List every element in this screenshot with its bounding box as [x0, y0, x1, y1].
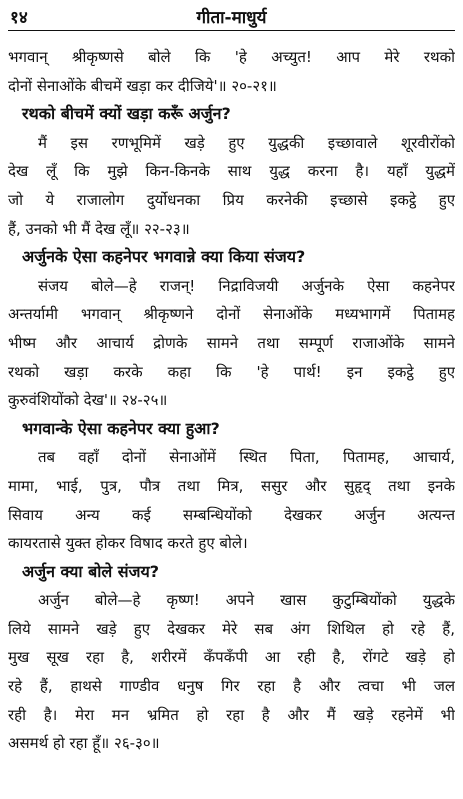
text-line: अर्जुन बोले—हे कृष्ण! अपने खास कुटुम्बियोंको युद्धके	[38, 591, 455, 610]
page-header	[8, 0, 455, 31]
text-line: कायरतासे युक्त होकर विषाद करते हुए बोले।	[8, 534, 248, 553]
text-line: दोनों सेनाओंके बीचमें खड़ा कर दीजिये'॥ २०-२१॥	[8, 76, 277, 95]
text-line: तब वहाँ दोनों सेनाओंमें स्थित पिता, पितामह, आचार्य,	[38, 448, 455, 467]
text-line: लिये सामने खड़े हुए देखकर मेरे सब अंग शिथिल हो रहे हैं,	[8, 619, 455, 638]
text-line: रही है। मेरा मन भ्रमित हो रहा है और मैं खड़े रहनेमें भी	[8, 705, 455, 724]
question-heading: रथको बीचमें क्यों खड़ा करूँ अर्जुन?	[22, 104, 231, 124]
text-line: मैं इस रणभूमिमें खड़े हुए युद्धकी इच्छावाले शूरवीरोंको	[38, 133, 455, 152]
running-title: गीता-माधुर्य	[196, 8, 267, 28]
text-line: अन्तर्यामी भगवान् श्रीकृष्णने दोनों सेनाओंके मध्यभागमें पितामह	[8, 305, 455, 324]
text-line: भगवान् श्रीकृष्णसे बोले कि 'हे अच्युत! आप मेरे रथको	[8, 48, 455, 66]
text-line: सिवाय अन्य कई सम्बन्धियोंको देखकर अर्जुन अत्यन्त	[8, 505, 455, 524]
text-line: संजय बोले—हे राजन्! निद्राविजयी अर्जुनके ऐसा कहनेपर	[38, 276, 455, 295]
question-heading: अर्जुन क्या बोले संजय?	[22, 561, 160, 581]
text-line: रहे हैं, हाथसे गाण्डीव धनुष गिर रहा है और त्वचा भी जल	[8, 677, 455, 696]
text-line: मामा, भाई, पुत्र, पौत्र तथा मित्र, ससुर और सुहृद् तथा इनके	[8, 476, 455, 495]
text-line: भीष्म और आचार्य द्रोणके सामने तथा सम्पूर्ण राजाओंके सामने	[8, 333, 455, 352]
text-line: मुख सूख रहा है, शरीरमें कँपकँपी आ रही है, रोंगटे खड़े हो	[8, 648, 455, 667]
text-line: जो ये राजालोग दुर्योधनका प्रिय करनेकी इच्छासे इकट्ठे हुए	[8, 190, 455, 209]
text-line: हैं, उनको भी मैं देख लूँ॥ २२-२३॥	[8, 219, 190, 238]
text-line: असमर्थ हो रहा हूँ॥ २६-३०॥	[8, 734, 160, 753]
text-line: रथको खड़ा करके कहा कि 'हे पार्थ! इन इकट्ठे हुए	[8, 362, 455, 381]
question-heading: भगवान्के ऐसा कहनेपर क्या हुआ?	[22, 418, 220, 438]
question-heading: अर्जुनके ऐसा कहनेपर भगवान्ने क्या किया संजय?	[22, 247, 306, 267]
page-body	[8, 31, 455, 758]
page-number: १४	[10, 8, 28, 28]
text-line: कुरुवंशियोंको देख'॥ २४-२५॥	[8, 391, 168, 410]
text-line: देख लूँ कि मुझे किन-किनके साथ युद्ध करना है। यहाँ युद्धमें	[8, 162, 455, 181]
